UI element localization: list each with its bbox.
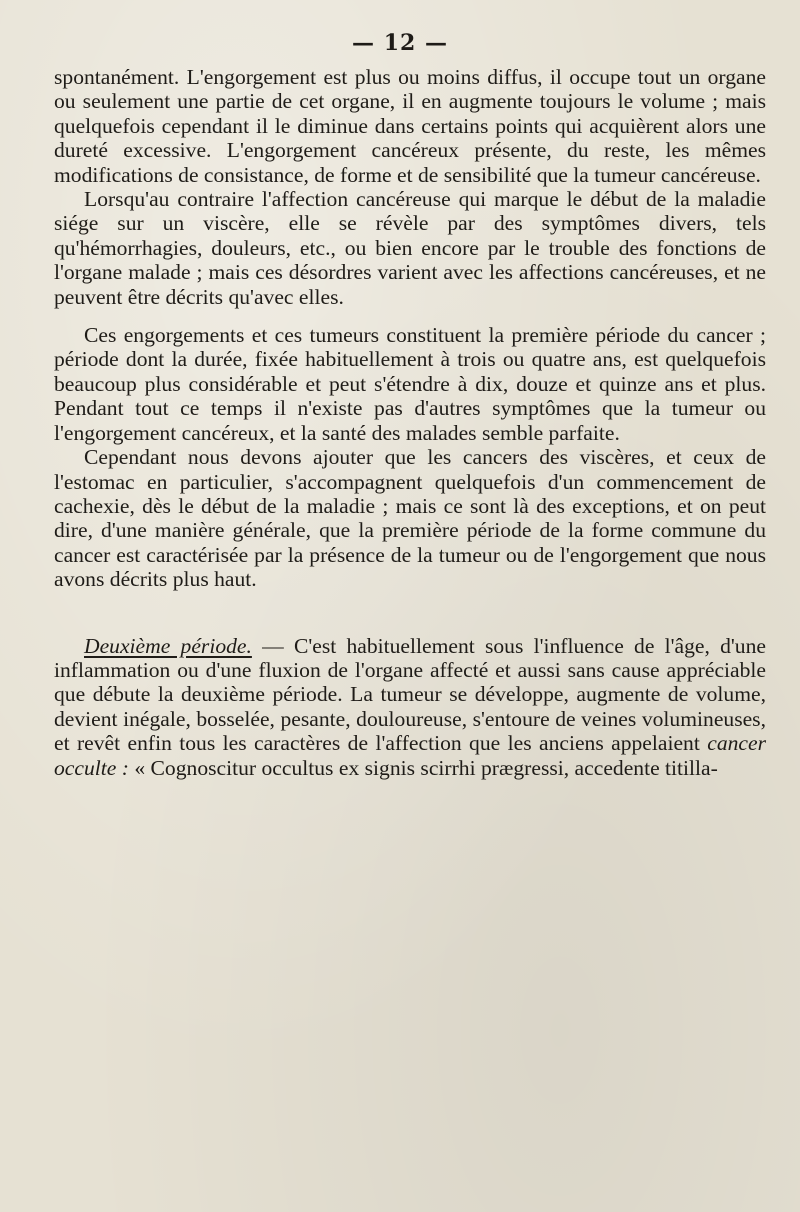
paragraph-gap (54, 309, 766, 323)
page-number: — 12 — (352, 30, 448, 56)
italic-term: cancer occulte : (54, 731, 766, 780)
paragraph-5 (54, 634, 766, 780)
paragraph-1: spontanément. L'engorgement est plus ou moins diffus, il occupe tout un organe ou seulement une partie de cet organe, il en augmente toujours le volume ; mais quelquefois cependant il le diminue dans certains points qui acquièrent alors une dureté excessive. L'engorgement cancéreux présente, du reste, les mêmes modifications de consistance, de forme et de sensibilité que la tumeur cancéreuse. (54, 65, 766, 187)
page-body (54, 65, 766, 780)
paragraph-5-quote: « Cognoscitur occultus ex signis scirrhi prægressi, accedente titilla- (128, 755, 718, 780)
paragraph-5-text: — C'est habituellement sous l'influence de l'âge, d'une inflammation ou d'une fluxion de l'organe affecté et aussi sans cause appréciable que débute la deuxième période. La tumeur se développe, augmente de volume, devient inégale, bosselée, pesante, douloureuse, s'entoure de veines volumineuses, et revêt enfin tous les caractères de l'affection que les anciens appelaient (54, 633, 766, 756)
paragraph-3: Ces engorgements et ces tumeurs constituent la première période du cancer ; période dont la durée, fixée habituellement à trois ou quatre ans, est quelquefois beaucoup plus considérable et peut s'étendre à dix, douze et quinze ans et plus. Pendant tout ce temps il n'existe pas d'autres symptômes que la tumeur ou l'engorgement cancéreux, et la santé des malades semble parfaite. (54, 323, 766, 445)
paragraph-4: Cependant nous devons ajouter que les cancers des viscères, et ceux de l'estomac en particulier, s'accompagnent quelquefois d'un commencement de cachexie, dès le début de la maladie ; mais ce sont là des exceptions, et on peut dire, d'une manière générale, que la première période de la forme commune du cancer est caractérisée par la présence de la tumeur ou de l'engorgement que nous avons décrits plus haut. (54, 445, 766, 592)
paragraph-2: Lorsqu'au contraire l'affection cancéreuse qui marque le début de la maladie siége sur un viscère, elle se révèle par des symptômes divers, tels qu'hémorrhagies, douleurs, etc., ou bien encore par le trouble des fonctions de l'organe malade ; mais ces désordres varient avec les affections cancéreuses, et ne peuvent être décrits qu'avec elles. (54, 187, 766, 309)
section-heading: Deuxième période. (84, 633, 252, 658)
section-gap (54, 592, 766, 634)
